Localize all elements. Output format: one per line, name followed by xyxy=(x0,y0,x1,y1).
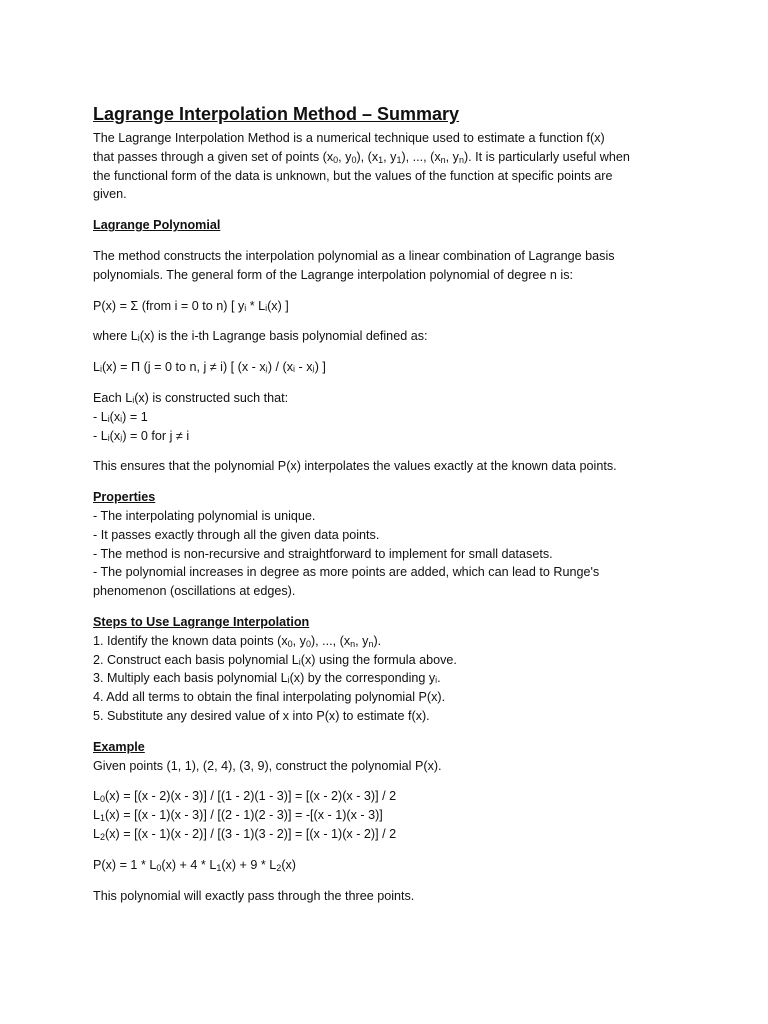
text-span: ), ..., (x xyxy=(401,149,441,164)
example-formula-p xyxy=(93,856,675,875)
list-item: phenomenon (oscillations at edges). xyxy=(93,584,296,599)
text-span: that passes through a given set of points (x xyxy=(93,149,334,164)
intro-paragraph xyxy=(93,129,675,204)
example-formula-l2 xyxy=(93,825,675,844)
text-span: ). It is particularly useful when xyxy=(463,149,630,164)
text-span: , y xyxy=(383,149,397,164)
intro-line: given. xyxy=(93,187,127,202)
subscript: 0 xyxy=(351,154,357,165)
body-line: Given points (1, 1), (2, 4), (3, 9), construct the polynomial P(x). xyxy=(93,758,442,773)
subscript: n xyxy=(368,638,374,649)
text-span: (x) xyxy=(281,857,296,872)
text-span: , y xyxy=(292,633,306,648)
text-span: ), ..., (x xyxy=(310,633,351,648)
subscript: 0 xyxy=(333,154,339,165)
subscript: 1 xyxy=(396,154,402,165)
page-title: Lagrange Interpolation Method – Summary xyxy=(93,104,460,124)
text-span: L xyxy=(93,826,101,841)
text-span: ), (x xyxy=(356,149,379,164)
closing-line: This polynomial will exactly pass through the three points. xyxy=(93,888,415,903)
subscript: 0 xyxy=(287,638,293,649)
subscript: 0 xyxy=(305,638,311,649)
example-formula-l0 xyxy=(93,787,675,806)
list-item: - It passes exactly through all the given data points. xyxy=(93,527,380,542)
list-item: 3. Multiply each basis polynomial Lᵢ(x) by the corresponding yᵢ. xyxy=(93,671,441,686)
section-heading-lagrange-polynomial: Lagrange Polynomial xyxy=(93,218,221,233)
subscript: 2 xyxy=(276,862,282,873)
body-line: This ensures that the polynomial P(x) interpolates the values exactly at the known data points. xyxy=(93,459,617,474)
text-span: 1. Identify the known data points (x xyxy=(93,633,288,648)
subscript: 2 xyxy=(100,831,106,842)
body-line: Each Lᵢ(x) is constructed such that: xyxy=(93,390,289,405)
formula-l: Lᵢ(x) = Π (j = 0 to n, j ≠ i) [ (x - xⱼ) / (xᵢ - xⱼ) ] xyxy=(93,360,326,375)
intro-line xyxy=(93,148,675,167)
list-item: - The method is non-recursive and straightforward to implement for small datasets. xyxy=(93,546,553,561)
body-line: where Lᵢ(x) is the i-th Lagrange basis polynomial defined as: xyxy=(93,329,428,344)
text-span: (x) + 4 * L xyxy=(161,857,217,872)
list-item xyxy=(93,632,675,651)
text-span: ). xyxy=(373,633,382,648)
subscript: n xyxy=(440,154,446,165)
subscript: 0 xyxy=(156,862,162,873)
list-item: - The interpolating polynomial is unique. xyxy=(93,508,316,523)
subscript: 1 xyxy=(100,813,106,824)
example-formula-l1 xyxy=(93,806,675,825)
section-heading-properties: Properties xyxy=(93,490,156,505)
text-span: L xyxy=(93,808,101,823)
text-span: , y xyxy=(355,633,369,648)
list-item: 2. Construct each basis polynomial Lᵢ(x) using the formula above. xyxy=(93,652,457,667)
section-heading-steps: Steps to Use Lagrange Interpolation xyxy=(93,614,310,629)
text-span: (x) + 9 * L xyxy=(221,857,277,872)
text-span: , y xyxy=(445,149,459,164)
body-line: polynomials. The general form of the Lagrange interpolation polynomial of degree n is: xyxy=(93,267,574,282)
formula-p: P(x) = Σ (from i = 0 to n) [ yᵢ * Lᵢ(x) ] xyxy=(93,298,289,313)
condition-line: - Lᵢ(xᵢ) = 1 xyxy=(93,409,148,424)
text-span: (x) = [(x - 2)(x - 3)] / [(1 - 2)(1 - 3)] = [(x - 2)(x - 3)] / 2 xyxy=(105,789,397,804)
text-span: , y xyxy=(338,149,352,164)
condition-line: - Lᵢ(xⱼ) = 0 for j ≠ i xyxy=(93,428,190,443)
subscript: 1 xyxy=(378,154,384,165)
section-heading-example: Example xyxy=(93,739,145,754)
list-item: - The polynomial increases in degree as more points are added, which can lead to Runge's xyxy=(93,565,600,580)
body-line: The method constructs the interpolation polynomial as a linear combination of Lagrange basis xyxy=(93,248,615,263)
subscript: n xyxy=(458,154,464,165)
subscript: n xyxy=(350,638,356,649)
text-span: (x) = [(x - 1)(x - 3)] / [(2 - 1)(2 - 3)] = -[(x - 1)(x - 3)] xyxy=(105,808,383,823)
list-item: 5. Substitute any desired value of x into P(x) to estimate f(x). xyxy=(93,708,430,723)
list-item: 4. Add all terms to obtain the final interpolating polynomial P(x). xyxy=(93,690,446,705)
subscript: 1 xyxy=(216,862,222,873)
intro-line: the functional form of the data is unknown, but the values of the function at specific points are xyxy=(93,168,613,183)
text-span: (x) = [(x - 1)(x - 2)] / [(3 - 1)(3 - 2)] = [(x - 1)(x - 2)] / 2 xyxy=(105,826,397,841)
text-span: P(x) = 1 * L xyxy=(93,857,157,872)
subscript: 0 xyxy=(100,794,106,805)
intro-line: The Lagrange Interpolation Method is a numerical technique used to estimate a function f(x) xyxy=(93,131,605,145)
text-span: L xyxy=(93,789,101,804)
